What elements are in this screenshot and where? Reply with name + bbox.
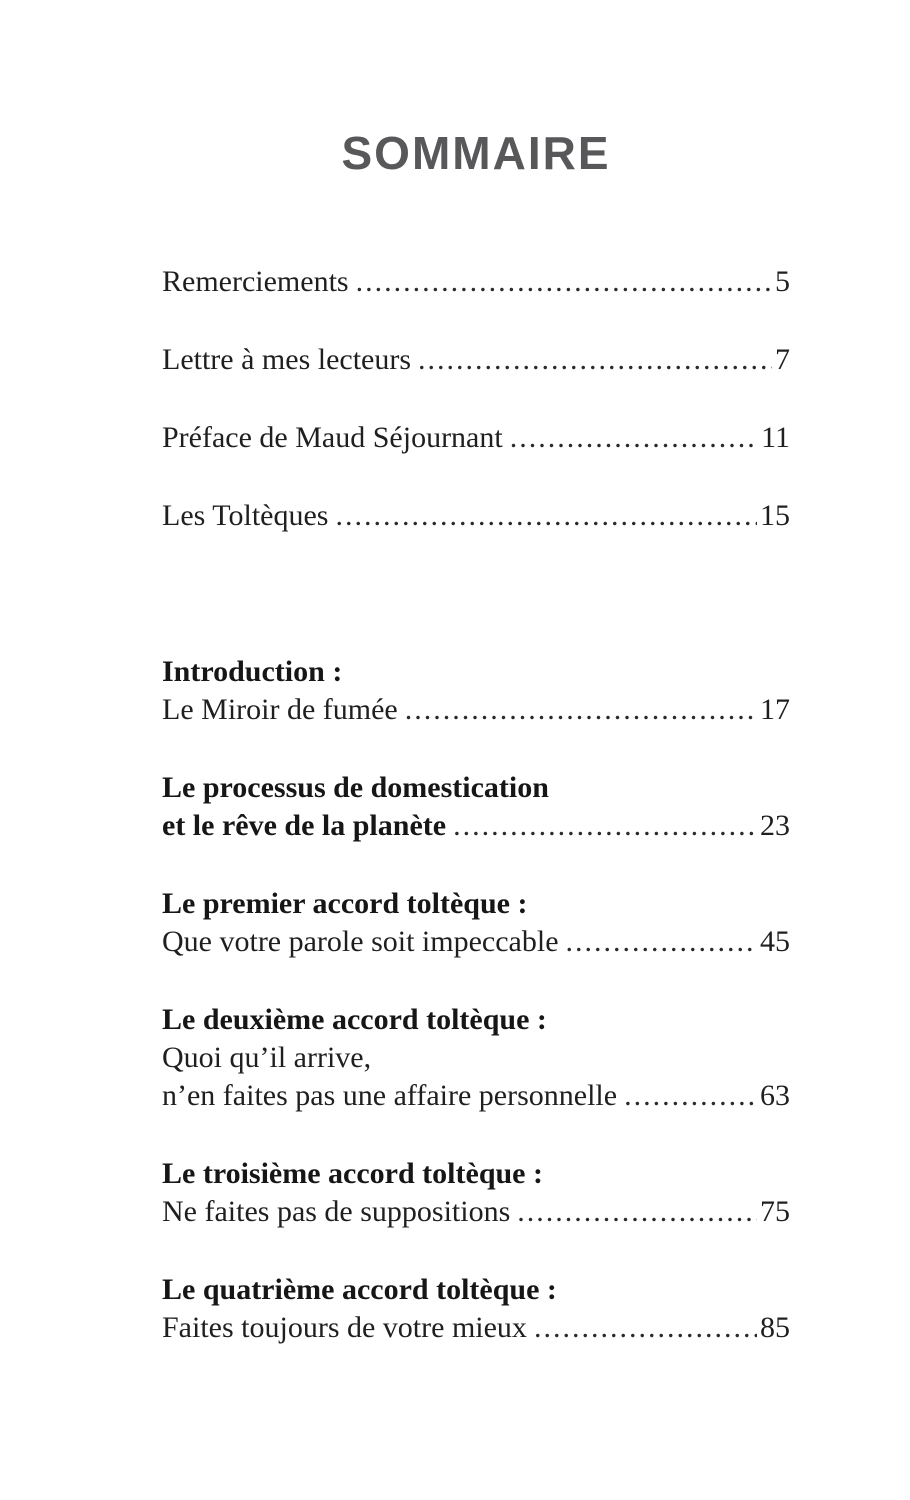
toc-entry-heading: Le quatrième accord toltèque :	[162, 1273, 557, 1306]
toc-page-number: 11	[761, 421, 790, 454]
toc-entry-heading: Le premier accord toltèque :	[162, 887, 528, 920]
toc-row	[162, 419, 790, 457]
toc-entry-tolteques	[162, 497, 790, 535]
toc-row	[162, 1077, 790, 1115]
toc-page-number: 23	[760, 809, 790, 842]
dot-leader	[453, 807, 757, 845]
toc-page-number: 15	[760, 499, 790, 532]
toc-entry-title: Remerciements	[162, 265, 349, 298]
toc-entry-title: Lettre à mes lecteurs	[162, 343, 412, 376]
toc-entry-title: Préface de Maud Séjournant	[162, 421, 503, 454]
toc-entry-processus	[162, 769, 790, 845]
toc-page-number: 63	[760, 1079, 790, 1112]
toc-entry-heading: Le deuxième accord toltèque :	[162, 1003, 547, 1036]
toc-entry-lettre	[162, 341, 790, 379]
toc-row	[162, 497, 790, 535]
page-title: SOMMAIRE	[341, 127, 611, 179]
dot-leader	[356, 263, 772, 301]
toc-entry-remerciements	[162, 263, 790, 301]
toc-page-number: 17	[760, 693, 790, 726]
toc-row	[162, 1309, 790, 1347]
toc-entry-deuxieme-accord	[162, 1001, 790, 1115]
toc-entry-title: Les Toltèques	[162, 499, 329, 532]
toc-page-number: 85	[760, 1311, 790, 1344]
dot-leader	[510, 419, 758, 457]
dot-leader	[335, 497, 757, 535]
toc-entry-premier-accord	[162, 885, 790, 961]
toc-entry-subtitle: Faites toujours de votre mieux	[162, 1311, 527, 1344]
toc-entry-subtitle: Ne faites pas de suppositions	[162, 1195, 511, 1228]
toc-row	[162, 807, 790, 845]
toc-entry-subtitle: n’en faites pas une affaire personnelle	[162, 1079, 618, 1112]
toc-entry-preface	[162, 419, 790, 457]
table-of-contents	[162, 263, 790, 1347]
toc-entry-subtitle: Que votre parole soit impeccable	[162, 925, 559, 958]
toc-entry-troisieme-accord	[162, 1155, 790, 1231]
toc-entry-introduction	[162, 653, 790, 729]
toc-entry-quatrieme-accord	[162, 1271, 790, 1347]
dot-leader	[534, 1309, 757, 1347]
toc-entry-heading: Introduction :	[162, 655, 343, 688]
toc-page-number: 5	[775, 265, 790, 298]
dot-leader	[418, 341, 772, 379]
toc-row	[162, 923, 790, 961]
toc-page-number: 7	[775, 343, 790, 376]
dot-leader	[624, 1077, 757, 1115]
dot-leader	[517, 1193, 757, 1231]
dot-leader	[566, 923, 757, 961]
toc-page-number: 45	[760, 925, 790, 958]
toc-entry-heading: Le troisième accord toltèque :	[162, 1157, 543, 1190]
toc-entry-subtitle: Le Miroir de fumée	[162, 693, 398, 726]
toc-page-number: 75	[760, 1195, 790, 1228]
toc-entry-subtitle: et le rêve de la planète	[162, 809, 447, 842]
toc-row	[162, 691, 790, 729]
toc-row	[162, 263, 790, 301]
toc-entry-heading: Le processus de domestication	[162, 771, 549, 804]
toc-row	[162, 341, 790, 379]
toc-row	[162, 1193, 790, 1231]
dot-leader	[405, 691, 757, 729]
toc-entry-subtitle-line1: Quoi qu’il arrive,	[162, 1041, 372, 1074]
